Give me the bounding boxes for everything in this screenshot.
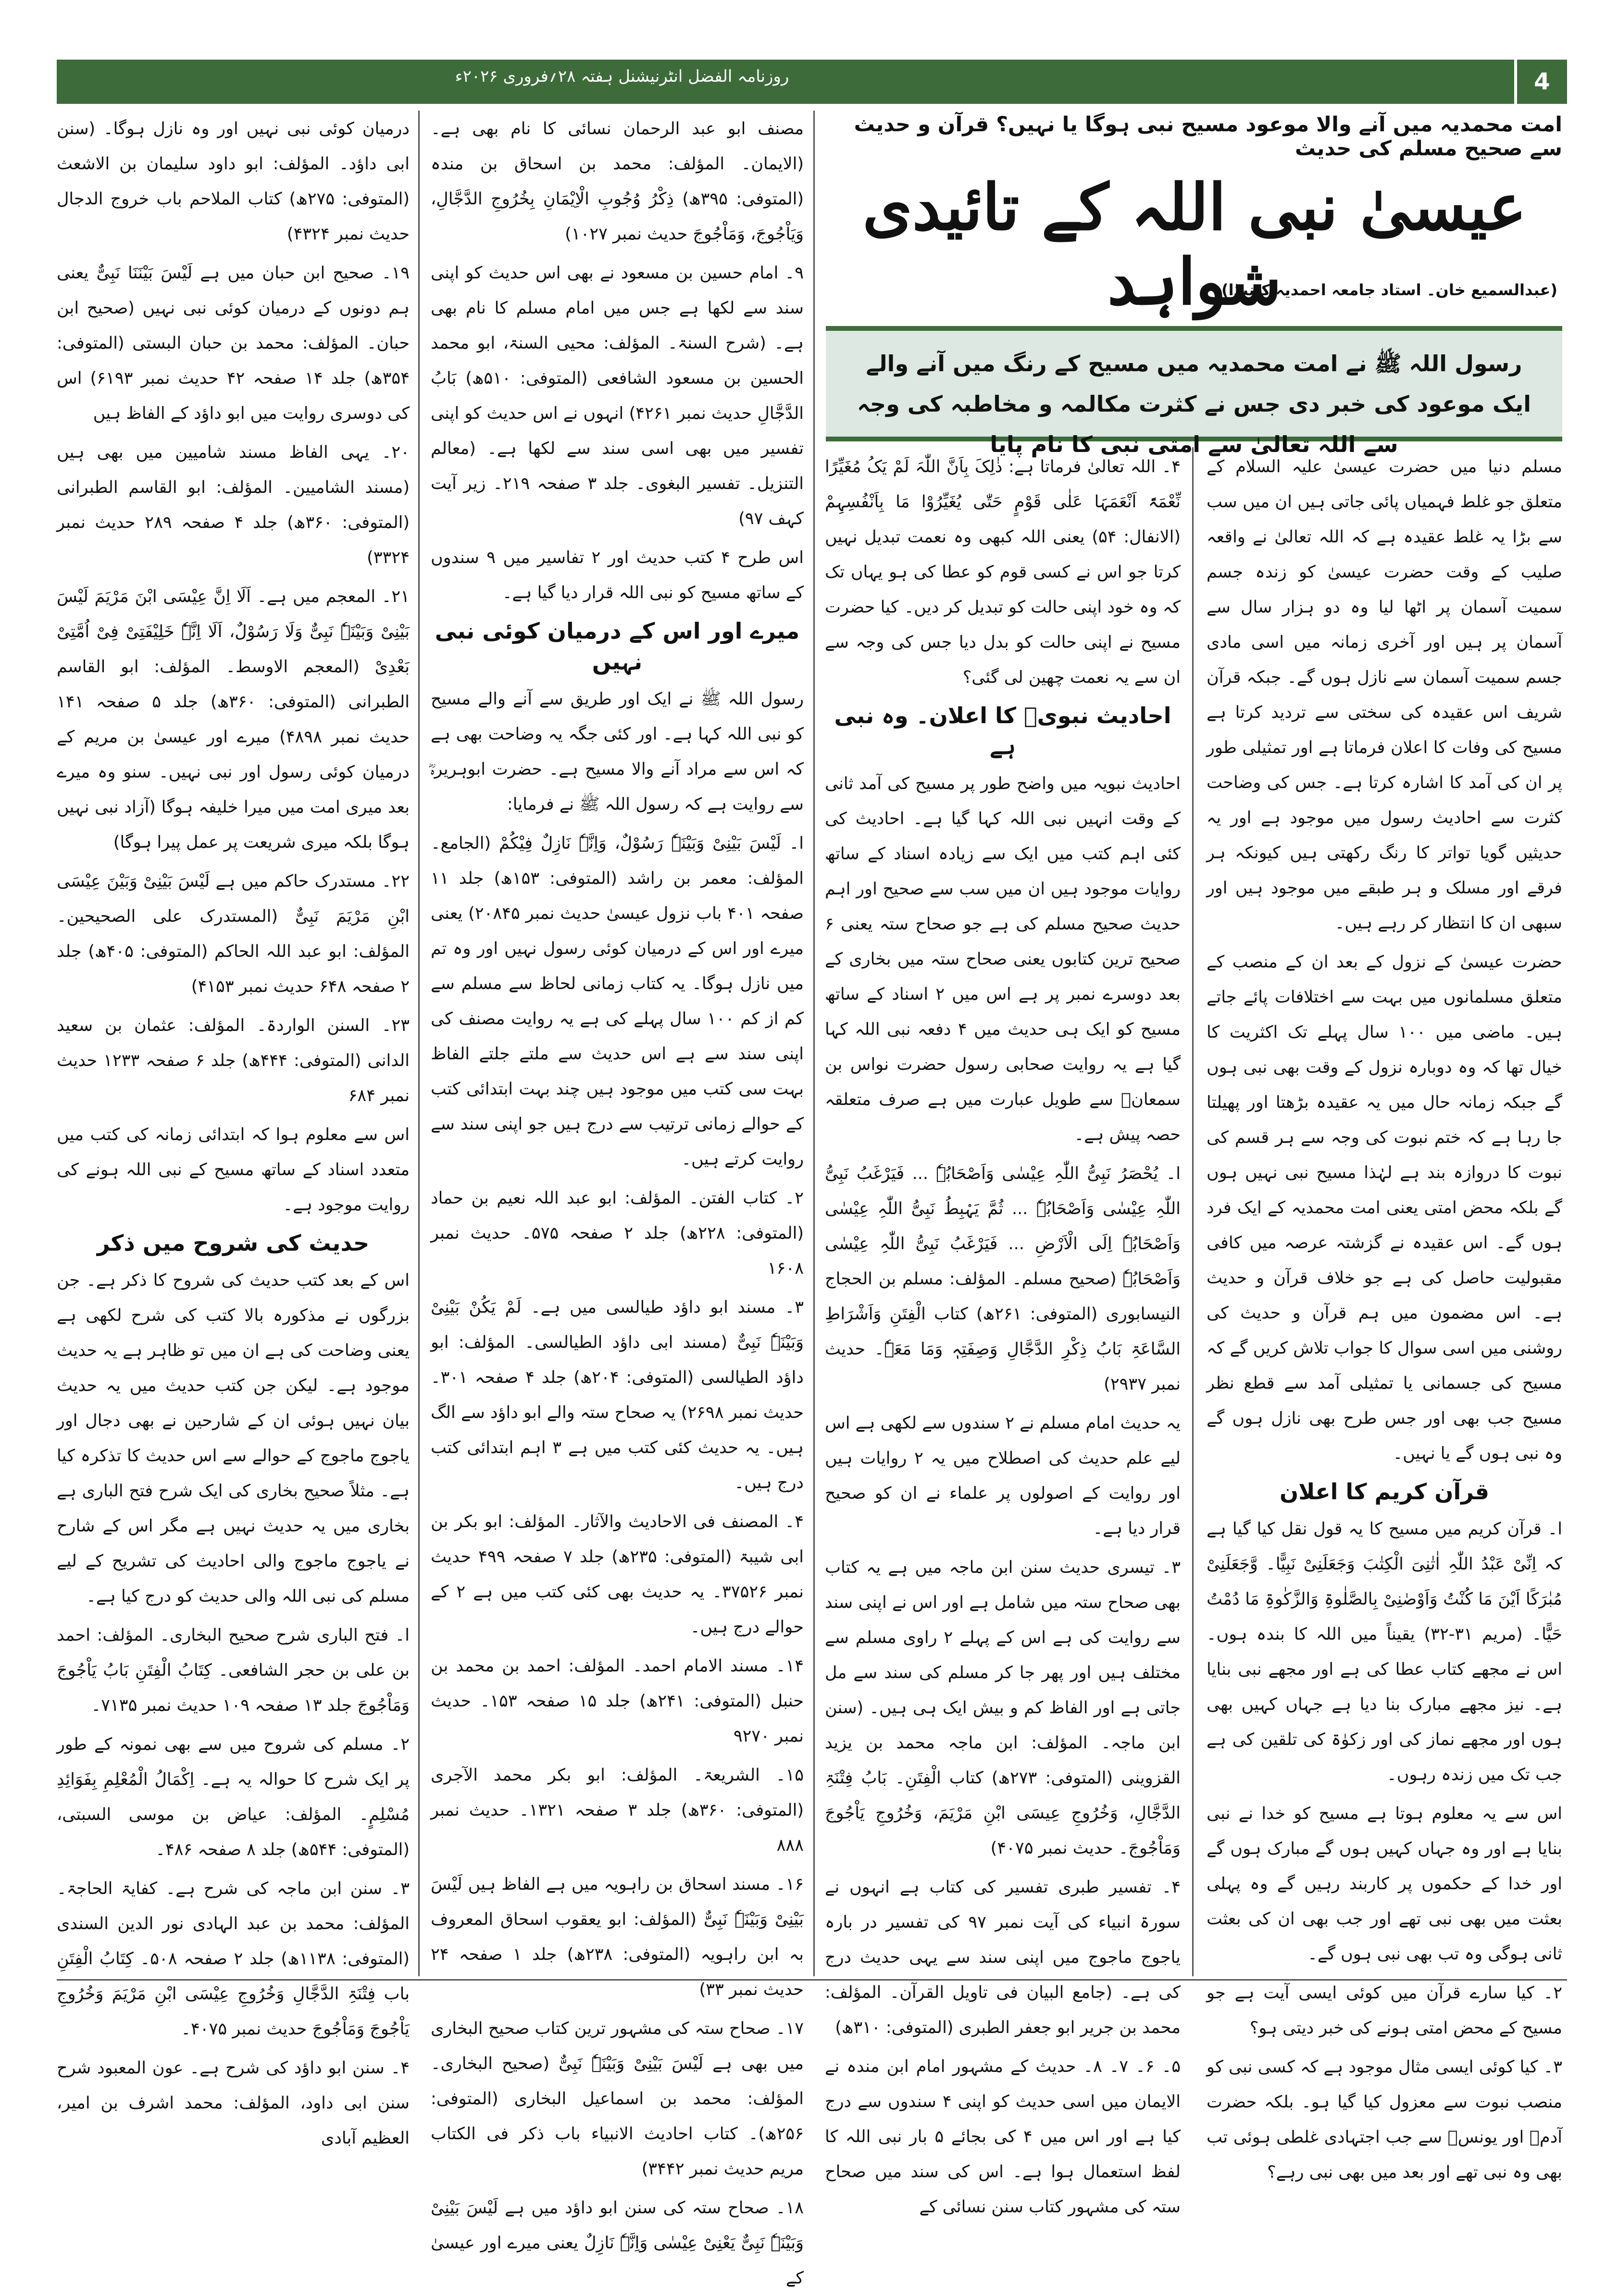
paragraph: ۴۔ اللہ تعالیٰ فرماتا ہے: ذٰلِکَ بِاَنَّ اللّٰہَ لَمْ یَکُ مُغَیِّرًا نِّعْمَۃً اَنْعَمَہَا عَلٰی قَوْمٍ حَتّٰی یُغَیِّرُوْا مَا بِاَنْفُسِہِمْ (الانفال: ۵۴) یعنی اللہ کبھی وہ نعمت تبدیل نہیں کرتا جو اس نے کسی قوم کو عطا کی ہو یہاں تک کہ وہ خود اپنی حالت کو تبدیل کر دیں۔ کیا حضرت مسیح نے اپنی حالت کو بدل دیا جس کی وجہ سے ان سے یہ نعمت چھین لی گئی؟	[825, 457, 1181, 687]
paragraph: ۲۔ کتاب الفتن۔ المؤلف: ابو عبد اللہ نعیم بن حماد (المتوفی: ۲۲۸ھ) جلد ۲ صفحہ ۵۷۵۔ حدیث نمبر ۱۶۰۸	[431, 1189, 804, 1278]
paragraph: ۱۶۔ مسند اسحاق بن راہویہ میں ہے الفاظ ہیں لَیْسَ بَیْنِیْ وَبَیْنَہٗ نَبِیٌّ (المؤلف: ابو یعقوب اسحاق المعروف بہ ابن راہویہ (المتوفی: ۲۳۸ھ) جلد ۱ صفحہ ۲۴ حدیث نمبر ۳۳)	[431, 1875, 804, 1999]
paragraph: ا۔ فتح الباری شرح صحیح البخاری۔ المؤلف: احمد بن علی بن حجر الشافعی۔ کِتَابُ الْفِتَنِ بَابُ یَاْجُوجَ وَمَاْجُوجَ جلد ۱۳ صفحہ ۱۰۹ حدیث نمبر ۷۱۳۵۔	[57, 1626, 410, 1715]
masthead: روزنامہ الفضل انٹرنیشنل ہفتہ ۲۸؍فروری ۲۰۲۶ء	[455, 67, 789, 86]
paragraph: ا۔ لَیْسَ بَیْنِیْ وَبَیْنَہٗ رَسُوْلٌ، وَاِنَّہٗ نَازِلٌ فِیْکُمْ (الجامع۔ المؤلف: معمر بن راشد (المتوفی: ۱۵۳ھ) جلد ۱۱ صفحہ ۴۰۱ باب نزول عیسیٰ حدیث نمبر ۲۰۸۴۵) یعنی میرے اور اس کے درمیان کوئی رسول نہیں اور وہ تم میں نازل ہوگا۔ یہ کتاب زمانی لحاظ سے مسلم سے کم از کم ۱۰۰ سال پہلے کی ہے یہ روایت مصنف کی اپنی سند سے ہے اس حدیث سے ملتے جلتے الفاظ بہت سی کتب میں موجود ہیں چند بہت ابتدائی کتب کے حوالے زمانی ترتیب سے درج ہیں جو اپنی سند سے روایت کرتے ہیں۔	[431, 834, 804, 1169]
article-title: عیسیٰ نبی اللہ کے تائیدی شواہد	[862, 170, 1527, 319]
paragraph: ۳۔ کیا کوئی ایسی مثال موجود ہے کہ کسی نبی کو منصب نبوت سے معزول کیا گیا ہو۔ بلکہ حضرت آدمؑ اور یونسؑ سے جب اجتہادی غلطی ہوئی تب بھی وہ نبی تھے اور بعد میں بھی نبی رہے؟	[1207, 2058, 1562, 2182]
column-4	[57, 112, 410, 2148]
paragraph: ۵۔ ۶۔ ۷۔ ۸۔ حدیث کے مشہور امام ابن مندہ نے الایمان میں اسی حدیث کو اپنی ۴ سندوں سے درج کیا ہے اور اس میں ۴ کی بجائے ۵ بار نبی اللہ کا لفظ استعمال ہوا ہے۔ اس کی سند میں صحاح ستہ کی مشہور کتاب سنن نسائی کے	[825, 2057, 1181, 2217]
paragraph: ۲۔ مسلم کی شروح میں سے بھی نمونہ کے طور پر ایک شرح کا حوالہ یہ ہے۔ اِکْمَالُ الْمُعْلِمِ بِفَوَائِدِ مُسْلِمٍ۔ المؤلف: عیاض بن موسی السبتی، (المتوفی: ۵۴۴ھ) جلد ۸ صفحہ ۴۸۶۔	[57, 1735, 410, 1859]
paragraph: ۳۔ مسند ابو داؤد طیالسی میں ہے۔ لَمْ یَکُنْ بَیْنِیْ وَبَیْنَہٗ نَبِیٌّ (مسند ابی داؤد الطیالسی۔ المؤلف: ابو داؤد الطیالسی (المتوفی: ۲۰۴ھ) جلد ۴ صفحہ ۳۰۱۔ حدیث نمبر ۲۶۹۸) یہ صحاح ستہ والے ابو داؤد سے الگ ہیں۔ یہ حدیث کئی کتب میں ہے ۳ اہم ابتدائی کتب درج ہیں۔	[431, 1298, 804, 1493]
paragraph: اس سے یہ معلوم ہوتا ہے مسیح کو خدا نے نبی بنایا ہے اور وہ جہاں کہیں ہوں گے مبارک ہوں گے اور خدا کے حکموں پر کاربند رہیں گے وہ پہلی بعثت میں بھی نبی تھے اور جب بھی ان کی بعثت ثانی ہوگی وہ تب بھی نبی ہوں گے۔	[1207, 1804, 1562, 1964]
paragraph: احادیث نبویہ میں واضح طور پر مسیح کی آمد ثانی کے وقت انہیں نبی اللہ کہا گیا ہے۔ احادیث کی کئی اہم کتب میں ایک سے زیادہ اسناد کے ساتھ روایات موجود ہیں ان میں سب سے صحیح اور اہم حدیث صحیح مسلم کی ہے جو صحاح ستہ یعنی ۶ صحیح ترین کتابوں یعنی صحاح ستہ میں بخاری کے بعد دوسرے نمبر پر ہے اس میں ۲ اسناد کے ساتھ مسیح کو ایک ہی حدیث میں ۴ دفعہ نبی اللہ کہا گیا ہے یہ روایت صحابی رسول حضرت نواس بن سمعانؓ سے طویل عبارت میں ہے صرف متعلقہ حصہ پیش ہے۔	[825, 774, 1181, 1144]
paragraph: مسلم دنیا میں حضرت عیسیٰ علیہ السلام کے متعلق جو غلط فہمیاں پائی جاتی ہیں ان میں سب سے بڑا یہ غلط عقیدہ ہے کہ اللہ تعالیٰ نے واقعہ صلیب کے وقت حضرت عیسیٰ کو زندہ جسم سمیت آسمان پر اٹھا لیا وہ دو ہزار سال سے آسمان پر ہیں اور آخری زمانہ میں اسی مادی جسم سمیت آسمان سے نازل ہوں گے۔ جبکہ قرآن شریف اس عقیدہ کی سختی سے تردید کرتا ہے مسیح کی وفات کا اعلان فرماتا ہے اور تمثیلی طور پر ان کی آمد کا اشارہ کرتا ہے۔ جس کی وضاحت کثرت سے احادیث رسول میں موجود ہے اور یہ حدیثیں گویا تواتر کا رنگ رکھتی ہیں کیونکہ ہر فرقے اور مسلک و ہر طبقے میں موجود ہیں اور سبھی ان کا انتظار کر رہے ہیں۔	[1207, 457, 1562, 933]
page-number: 4	[1514, 60, 1567, 104]
column-divider	[813, 111, 815, 1976]
section-heading: احادیث نبویؐ کا اعلان۔ وہ نبی ہے	[834, 703, 1171, 759]
paragraph: ا۔ یُحْصَرُ نَبِیُّ اللّٰہِ عِیْسٰی وَاَصْحَابُہٗ ... فَیَرْغَبُ نَبِیُّ اللّٰہِ عِیْسٰی وَاَصْحَابُہٗ ... ثُمَّ یَہْبِطُ نَبِیُّ اللّٰہِ عِیْسٰی وَاَصْحَابُہٗ اِلَی الْاَرْضِ ... فَیَرْغَبُ نَبِیُّ اللّٰہِ عِیْسٰی وَاَصْحَابُہٗ (صحیح مسلم۔ المؤلف: مسلم بن الحجاج النیسابوری (المتوفی: ۲۶۱ھ) کتاب الْفِتَنِ وَاَشْرَاطِ السَّاعَۃِ بَابُ ذِکْرِ الدَّجَّالِ وَصِفَتِہٖ وَمَا مَعَہٗ۔ حدیث نمبر ۲۹۳۷)	[825, 1164, 1181, 1394]
paragraph: ۱۸۔ صحاح ستہ کی سنن ابو داؤد میں ہے لَیْسَ بَیْنِیْ وَبَیْنَہٗ نَبِیٌّ یَعْنِیْ عِیْسٰی وَاِنَّہٗ نَازِلٌ یعنی میرے اور عیسیٰ کے	[431, 2198, 804, 2288]
paragraph: یہ حدیث امام مسلم نے ۲ سندوں سے لکھی ہے اس لیے علم حدیث کی اصطلاح میں یہ ۲ روایات ہیں اور روایت کے اصولوں پر علماء نے ان کو صحیح قرار دیا ہے۔	[825, 1414, 1181, 1538]
paragraph: ۱۴۔ مسند الامام احمد۔ المؤلف: احمد بن محمد بن حنبل (المتوفی: ۲۴۱ھ) جلد ۱۵ صفحہ ۱۵۳۔ حدیث نمبر ۹۲۷۰	[431, 1656, 804, 1746]
paragraph: ا۔ قرآن کریم میں مسیح کا یہ قول نقل کیا گیا ہے کہ اِنِّیْ عَبْدُ اللّٰہِ اٰتٰنِیَ الْکِتٰبَ وَجَعَلَنِیْ نَبِیًّا۔ وَّجَعَلَنِیْ مُبٰرَکًا اَیْنَ مَا کُنْتُ وَاَوْصٰنِیْ بِالصَّلٰوۃِ وَالزَّکٰوۃِ مَا دُمْتُ حَیًّا۔ (مریم ۳۱-۳۲) یقیناً میں اللہ کا بندہ ہوں۔ اس نے مجھے کتاب عطا کی ہے اور مجھے نبی بنایا ہے۔ نیز مجھے مبارک بنا دیا ہے جہاں کہیں بھی ہوں اور مجھے نماز کی اور زکوٰۃ کی تلقین کی ہے جب تک میں زندہ رہوں۔	[1207, 1519, 1562, 1784]
paragraph: ۱۵۔ الشریعۃ۔ المؤلف: ابو بکر محمد الآجری (المتوفی: ۳۶۰ھ) جلد ۳ صفحہ ۱۳۲۱۔ حدیث نمبر ۸۸۸	[431, 1766, 804, 1855]
section-heading: قرآن کریم کا اعلان	[1280, 1479, 1489, 1505]
column-divider	[1192, 447, 1194, 1976]
paragraph: اس طرح ۴ کتب حدیث اور ۲ تفاسیر میں ۹ سندوں کے ساتھ مسیح کو نبی اللہ قرار دیا گیا ہے۔	[431, 548, 804, 602]
column-2	[825, 450, 1181, 2217]
paragraph: ۲۔ کیا سارے قرآن میں کوئی ایسی آیت ہے جو مسیح کے محض امتی ہونے کی خبر دیتی ہو؟	[1207, 1983, 1562, 2038]
pull-quote: رسول اللہ ﷺ نے امت محمدیہ میں مسیح کے رنگ میں آنے والے ایک موعود کی خبر دی جس نے کثرت مکالمہ و مخاطبہ کی وجہ سے اللہ تعالیٰ سے امتی نبی کا نام پایا	[826, 326, 1562, 441]
column-1	[1207, 450, 1562, 2182]
paragraph: ۳۔ سنن ابن ماجہ کی شرح ہے۔ کفایۃ الحاجۃ۔ المؤلف: محمد بن عبد الہادی نور الدین السندی (المتوفی: ۱۱۳۸ھ) جلد ۲ صفحہ ۵۰۸۔ کِتَابُ الْفِتَنِ باب فِتْنَۃِ الدَّجَّالِ وَخُرُوجِ عِیْسَی ابْنِ مَرْیَمَ وَخُرُوجِ یَاْجُوجَ وَمَاْجُوجَ حدیث نمبر ۴۰۷۵۔	[57, 1879, 410, 2039]
paragraph: ۴۔ سنن ابو داؤد کی شرح ہے۔ عون المعبود شرح سنن ابی داود، المؤلف: محمد اشرف بن امیر، العظیم آبادی	[57, 2058, 410, 2148]
paragraph: ۲۱۔ المعجم میں ہے۔ اَلَا اِنَّ عِیْسَی ابْنَ مَرْیَمَ لَیْسَ بَیْنِیْ وَبَیْنَہٗ نَبِیٌّ وَلَا رَسُوْلٌ، اَلَا اِنَّہٗ خَلِیْفَتِیْ فِیْ اُمَّتِیْ بَعْدِیْ (المعجم الاوسط۔ المؤلف: ابو القاسم الطبرانی (المتوفی: ۳۶۰ھ) جلد ۵ صفحہ ۱۴۱ حدیث نمبر ۴۸۹۸) میرے اور عیسیٰ بن مریم کے درمیان کوئی رسول اور نبی نہیں۔ سنو وہ میرے بعد میری امت میں میرا خلیفہ ہوگا (آزاد نبی نہیں ہوگا بلکہ میری شریعت پر عمل پیرا ہوگا)	[57, 587, 410, 852]
paragraph: رسول اللہ ﷺ نے ایک اور طریق سے آنے والے مسیح کو نبی اللہ کہا ہے۔ اور کئی جگہ یہ وضاحت بھی ہے کہ اس سے مراد آنے والا مسیح ہے۔ حضرت ابوہریرہؓ سے روایت ہے کہ رسول اللہ ﷺ نے فرمایا:	[431, 690, 804, 814]
paragraph: ۹۔ امام حسین بن مسعود نے بھی اس حدیث کو اپنی سند سے لکھا ہے جس میں امام مسلم کا نام بھی ہے۔ (شرح السنۃ۔ المؤلف: محیی السنۃ، ابو محمد الحسین بن مسعود الشافعی (المتوفی: ۵۱۰ھ) بَابُ الدَّجَّالِ حدیث نمبر ۴۲۶۱) انہوں نے اس حدیث کو اپنی تفسیر میں بھی اسی سند سے لکھا ہے۔ (معالم التنزیل۔ تفسیر البغوی۔ جلد ۳ صفحہ ۲۱۹۔ زیر آیت کہف ۹۷)	[431, 263, 804, 528]
header-bar	[57, 60, 1567, 104]
paragraph: ۱۹۔ صحیح ابن حبان میں ہے لَیْسَ بَیْنَنَا نَبِیٌّ یعنی ہم دونوں کے درمیان کوئی نبی نہیں (صحیح ابن حبان۔ المؤلف: محمد بن حبان البستی (المتوفی: ۳۵۴ھ) جلد ۱۴ صفحہ ۴۲ حدیث نمبر ۶۱۹۳) اس کی دوسری روایت میں ابو داؤد کے الفاظ ہیں	[57, 263, 410, 423]
paragraph: ۲۳۔ السنن الواردۃ۔ المؤلف: عثمان بن سعید الدانی (المتوفی: ۴۴۴ھ) جلد ۶ صفحہ ۱۲۳۳ حدیث نمبر ۶۸۴	[57, 1016, 410, 1105]
section-heading: حدیث کی شروح میں ذکر	[97, 1230, 370, 1256]
paragraph: درمیان کوئی نبی نہیں اور وہ نازل ہوگا۔ (سنن ابی داؤد۔ المؤلف: ابو داود سلیمان بن الاشعث (المتوفی: ۲۷۵ھ) کتاب الملاحم باب خروج الدجال حدیث نمبر ۴۳۲۴)	[57, 119, 410, 244]
paragraph: مصنف ابو عبد الرحمان نسائی کا نام بھی ہے۔ (الایمان۔ المؤلف: محمد بن اسحاق بن مندہ (المتوفی: ۳۹۵ھ) ذِکْرُ وُجُوبِ الْاِیْمَانِ بِخُرُوجِ الدَّجَّالِ، وَیَاْجُوجَ، وَمَاْجُوجَ حدیث نمبر ۱۰۲۷)	[431, 119, 804, 244]
paragraph: اس کے بعد کتب حدیث کی شروح کا ذکر ہے۔ جن بزرگوں نے مذکورہ بالا کتب کی شرح لکھی ہے یعنی وضاحت کی ہے ان میں تو ظاہر ہے یہ حدیث موجود ہے۔ لیکن جن کتب حدیث میں یہ حدیث بیان نہیں ہوئی ان کے شارحین نے بھی دجال اور یاجوج ماجوج کے حوالے سے اس حدیث کا تذکرہ کیا ہے۔ مثلاً صحیح بخاری کی ایک شرح فتح الباری ہے بخاری میں یہ حدیث نہیں ہے مگر اس کے شارح نے یاجوج ماجوج والی احادیث کی تشریح کے لیے مسلم کی نبی اللہ والی حدیث کو درج کیا ہے۔	[57, 1271, 410, 1606]
section-heading: میرے اور اس کے درمیان کوئی نبی نہیں	[435, 618, 800, 675]
paragraph: ۳۔ تیسری حدیث سنن ابن ماجہ میں ہے یہ کتاب بھی صحاح ستہ میں شامل ہے اور اس نے اپنی سند سے روایت کی ہے اس کے پہلے ۲ راوی مسلم سے مختلف ہیں اور پھر جا کر مسلم کی سند سے مل جاتی ہے اور الفاظ کم و بیش ایک ہی ہیں۔ (سنن ابن ماجہ۔ المؤلف: ابن ماجہ محمد بن یزید القزوینی (المتوفی: ۲۷۳ھ) کتاب الْفِتَنِ۔ بَابُ فِتْنَۃِ الدَّجَّالِ، وَخُرُوجِ عِیسَی ابْنِ مَرْیَمَ، وَخُرُوجِ یَاْجُوجَ وَمَاْجُوجَ۔ حدیث نمبر ۴۰۷۵)	[825, 1558, 1181, 1858]
column-divider	[418, 111, 420, 1976]
paragraph: ۲۰۔ یہی الفاظ مسند شامیین میں بھی ہیں (مسند الشامیین۔ المؤلف: ابو القاسم الطبرانی (المتوفی: ۳۶۰ھ) جلد ۴ صفحہ ۲۸۹ حدیث نمبر ۳۳۲۴)	[57, 443, 410, 567]
article-byline: (عبدالسمیع خان۔ استاد جامعہ احمدیہ کینیڈا)	[1221, 281, 1557, 299]
paragraph: ۴۔ المصنف فی الاحادیث والآثار۔ المؤلف: ابو بکر بن ابی شیبۃ (المتوفی: ۲۳۵ھ) جلد ۷ صفحہ ۴۹۹ حدیث نمبر ۳۷۵۲۶۔ یہ حدیث بھی کئی کتب میں ہے ۲ کے حوالے درج ہیں۔	[431, 1512, 804, 1637]
paragraph: اس سے معلوم ہوا کہ ابتدائی زمانہ کی کتب میں متعدد اسناد کے ساتھ مسیح کے نبی اللہ ہونے کی روایت موجود ہے۔	[57, 1125, 410, 1215]
paragraph: ۴۔ تفسیر طبری تفسیر کی کتاب ہے انہوں نے سورۃ انبیاء کی آیت نمبر ۹۷ کی تفسیر در بارہ یاجوج ماجوج میں اپنی سند سے یہی حدیث درج کی ہے۔ (جامع البیان فی تاویل القرآن۔ المؤلف: محمد بن جریر ابو جعفر الطبری (المتوفی: ۳۱۰ھ)	[825, 1878, 1181, 2037]
column-3	[431, 112, 804, 2288]
paragraph: ۱۷۔ صحاح ستہ کی مشہور ترین کتاب صحیح البخاری میں بھی ہے لَیْسَ بَیْنِیْ وَبَیْنَہٗ نَبِیٌّ (صحیح البخاری۔ المؤلف: محمد بن اسماعیل البخاری (المتوفی: ۲۵۶ھ)۔ کتاب احادیث الانبیاء باب ذکر فی الکتاب مریم حدیث نمبر ۳۴۴۲)	[431, 2019, 804, 2179]
article-kicker: امت محمدیہ میں آنے والا موعود مسیح نبی ہوگا یا نہیں؟ قرآن و حدیث سے صحیح مسلم کی حدیث	[854, 113, 1562, 161]
paragraph: ۲۲۔ مستدرک حاکم میں ہے لَیْسَ بَیْنِیْ وَبَیْنَ عِیْسَی ابْنِ مَرْیَمَ نَبِیٌّ (المستدرک علی الصحیحین۔ المؤلف: ابو عبد اللہ الحاکم (المتوفی: ۴۰۵ھ) جلد ۲ صفحہ ۶۴۸ حدیث نمبر ۴۱۵۳)	[57, 872, 410, 996]
paragraph: حضرت عیسیٰ کے نزول کے بعد ان کے منصب کے متعلق مسلمانوں میں بہت سے اختلافات پائے جاتے ہیں۔ ماضی میں ۱۰۰ سال پہلے تک اکثریت کا خیال تھا کہ وہ دوبارہ نزول کے وقت بھی نبی ہوں گے جبکہ زمانہ حال میں یہ عقیدہ بڑھتا اور پھیلتا جا رہا ہے کہ ختم نبوت کی وجہ سے ہر قسم کی نبوت کا دروازہ بند ہے لہٰذا مسیح نبی نہیں ہوں گے بلکہ محض امتی یعنی امت محمدیہ کے ایک فرد ہوں گے۔ اس عقیدہ نے گزشتہ عرصہ میں کافی مقبولیت حاصل کی ہے جو خلاف قرآن و حدیث ہے۔ اس مضمون میں ہم قرآن و حدیث کی روشنی میں اسی سوال کا جواب تلاش کریں گے کہ مسیح کی جسمانی یا تمثیلی آمد سے قطع نظر مسیح جب بھی اور جس طرح بھی نازل ہوں گے وہ نبی ہوں گے یا نہیں۔	[1207, 953, 1562, 1463]
